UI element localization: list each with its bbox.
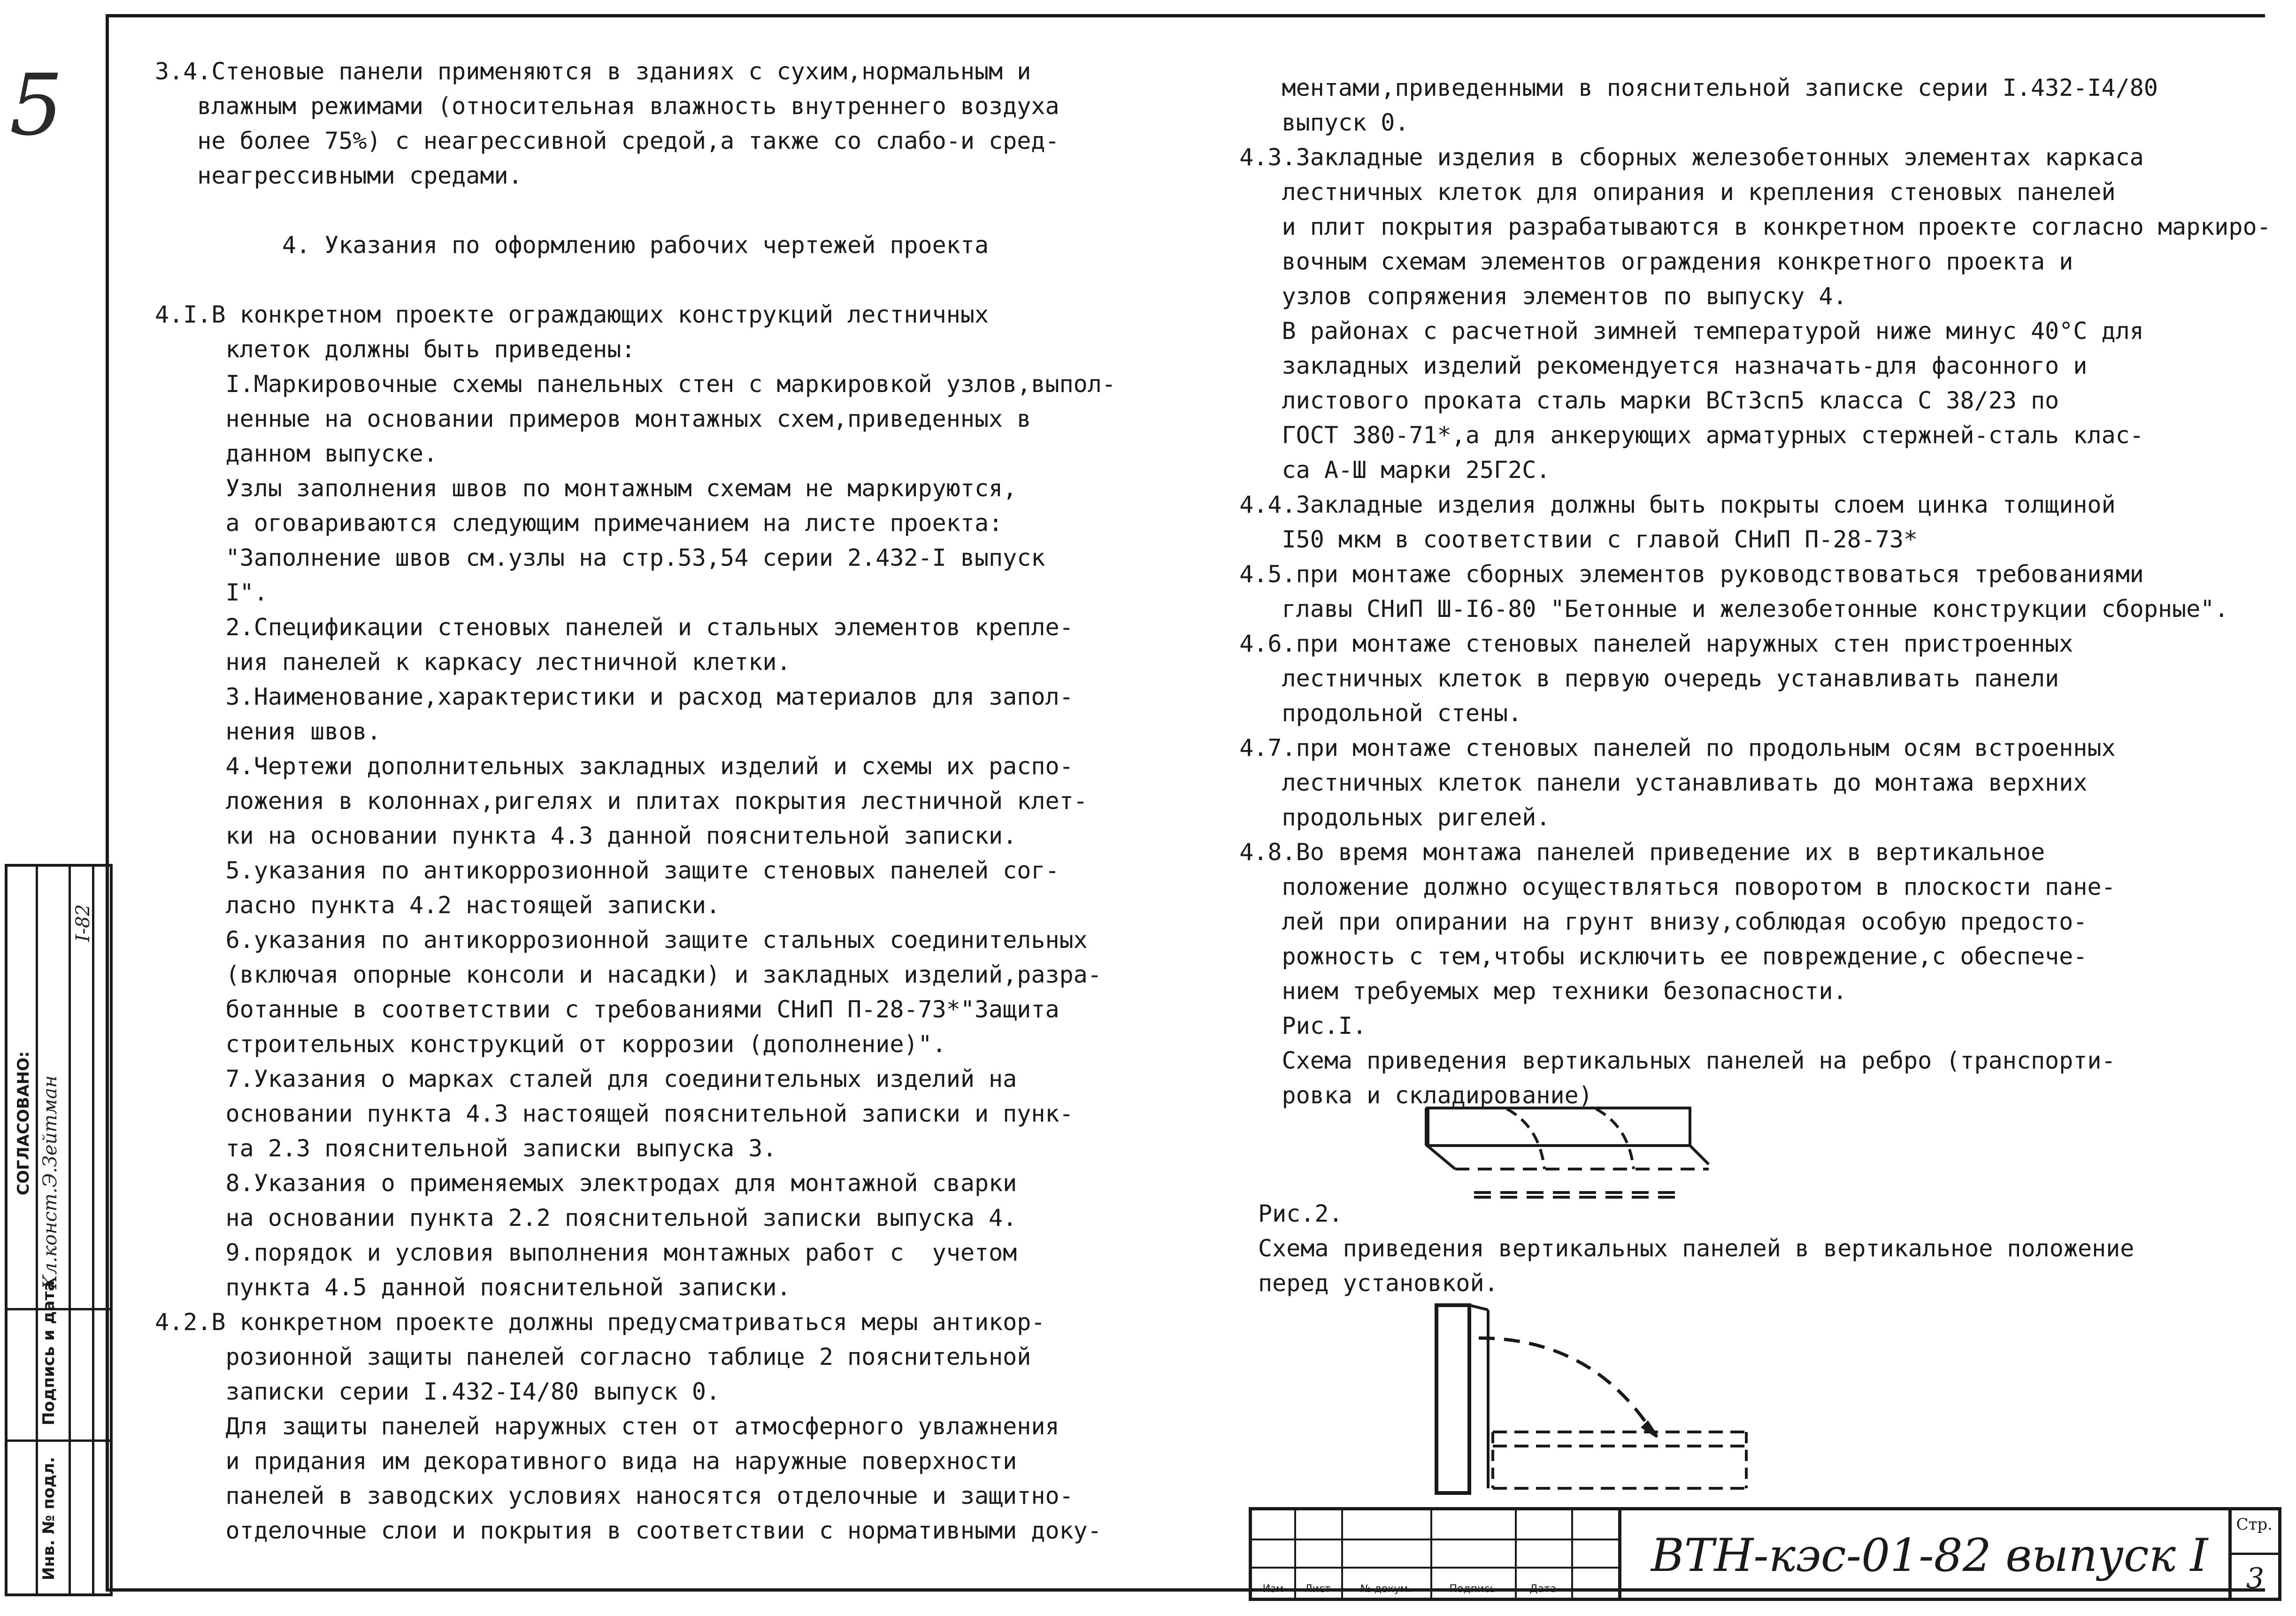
text-line: не более 75%) с неагрессивной средой,а также со слабо-и сред- bbox=[155, 127, 1060, 154]
figure-1-panel-on-edge bbox=[1418, 1099, 1718, 1211]
text-line: В районах с расчетной зимней температурой ниже минус 40°С для bbox=[1211, 317, 2144, 345]
text-line: записки серии I.432-I4/80 выпуск 0. bbox=[155, 1378, 721, 1405]
text-line: ки на основании пункта 4.3 данной пояснительной записки. bbox=[155, 822, 1017, 849]
text-line: 9.порядок и условия выполнения монтажных работ с учетом bbox=[155, 1239, 1017, 1266]
text-line: са А-Ш марки 25Г2С. bbox=[1211, 456, 1551, 484]
text-line: 4.2.В конкретном проекте должны предусматриваться меры антикор- bbox=[155, 1308, 1045, 1336]
text-line: ненные на основании примеров монтажных схем,приведенных в bbox=[155, 405, 1031, 432]
text-line: лестничных клеток для опирания и крепления стеновых панелей bbox=[1211, 178, 2116, 206]
text-line: и плит покрытия разрабатываются в конкретном проекте согласно маркиро- bbox=[1211, 213, 2271, 240]
stamp-sign-date-label: Подпись и дата bbox=[39, 1280, 58, 1425]
text-line: лестничных клеток в первую очередь устанавливать панели bbox=[1211, 665, 2059, 692]
text-line: лей при опирании на грунт внизу,соблюдая особую предосто- bbox=[1211, 908, 2088, 935]
col-sign-label: Подпись bbox=[1449, 1583, 1496, 1595]
text-line: лестничных клеток панели устанавливать до монтажа верхних bbox=[1211, 769, 2088, 796]
text-line: листового проката сталь марки ВСт3сп5 класса С 38/23 по bbox=[1211, 387, 2059, 414]
stamp-inv-no-label: Инв. № подл. bbox=[39, 1456, 58, 1580]
text-line: I.Маркировочные схемы панельных стен с маркировкой узлов,выпол- bbox=[155, 370, 1116, 398]
vertical-panel bbox=[1436, 1305, 1469, 1493]
figure-2-panel-rotation bbox=[1422, 1296, 1760, 1502]
text-line: ложения в колоннах,ригелях и плитах покрытия лестничной клет- bbox=[155, 787, 1088, 815]
text-line: 4.5.при монтаже сборных элементов руководствоваться требованиями bbox=[1211, 561, 2144, 588]
page-number: 3 bbox=[2246, 1562, 2264, 1595]
text-line: розионной защиты панелей согласно таблице 2 пояснительной bbox=[155, 1343, 1031, 1370]
text-line: влажным режимами (относительная влажность внутреннего воздуха bbox=[155, 92, 1060, 120]
text-line: выпуск 0. bbox=[1211, 109, 1409, 136]
text-line: отделочные слои и покрытия в соответствии с нормативными доку- bbox=[155, 1517, 1102, 1544]
title-block bbox=[1249, 1507, 2281, 1601]
text-line: ния панелей к каркасу лестничной клетки. bbox=[155, 648, 791, 676]
text-line: данном выпуске. bbox=[155, 440, 438, 467]
text-line: 4.Чертежи дополнительных закладных изделий и схемы их распо- bbox=[155, 753, 1074, 780]
text-line: ровка и складирование) bbox=[1211, 1082, 1593, 1109]
text-line: закладных изделий рекомендуется назначать-для фасонного и bbox=[1211, 352, 2088, 379]
col-list-label: Лист bbox=[1305, 1583, 1331, 1595]
document-code: ВТН-кэс-01-82 выпуск I bbox=[1651, 1529, 2208, 1582]
stamp-agreed-signature: Кл.конст.Э.Зейтман bbox=[39, 1075, 61, 1289]
right-text-column bbox=[1211, 70, 2272, 1113]
side-approval-stamp bbox=[5, 864, 113, 1596]
text-line: ментами,приведенными в пояснительной записке серии I.432-I4/80 bbox=[1211, 74, 2158, 101]
text-line: Рис.I. bbox=[1211, 1012, 1367, 1039]
text-line: "Заполнение швов см.узлы на стр.53,54 серии 2.432-I выпуск bbox=[155, 544, 1045, 571]
text-line: (включая опорные консоли и насадки) и закладных изделий,разра- bbox=[155, 961, 1102, 988]
text-line: ботанные в соответствии с требованиями СНиП П-28-73*"Защита bbox=[155, 996, 1060, 1023]
col-doc-label: № докум. bbox=[1360, 1583, 1412, 1595]
text-line: главы СНиП Ш-I6-80 "Бетонные и железобетонные конструкции сборные". bbox=[1211, 595, 2229, 623]
text-line: 3.Наименование,характеристики и расход материалов для запол- bbox=[155, 683, 1074, 710]
text-line: 4.4.Закладные изделия должны быть покрыты слоем цинка толщиной bbox=[1211, 491, 2116, 518]
text-line: строительных конструкций от коррозии (дополнение)". bbox=[155, 1031, 946, 1058]
figure-2-caption: Рис.2. bbox=[1258, 1200, 1343, 1227]
text-line: 2.Спецификации стеновых панелей и стальных элементов крепле- bbox=[155, 614, 1074, 641]
text-line: пункта 4.5 данной пояснительной записки. bbox=[155, 1274, 791, 1301]
text-line: основании пункта 4.3 настоящей пояснительной записки и пунк- bbox=[155, 1100, 1074, 1127]
text-line: а оговариваются следующим примечанием на листе проекта: bbox=[155, 509, 1003, 537]
text-line: нием требуемых мер техники безопасности. bbox=[1211, 977, 1847, 1005]
text-line: та 2.3 пояснительной записки выпуска 3. bbox=[155, 1135, 777, 1162]
text-line: 4.6.при монтаже стеновых панелей наружных стен пристроенных bbox=[1211, 630, 2073, 657]
text-line: рожность с тем,чтобы исключить ее повреждение,с обеспече- bbox=[1211, 943, 2088, 970]
text-line: 4.8.Во время монтажа панелей приведение их в вертикальное bbox=[1211, 839, 2045, 866]
text-line: ласно пункта 4.2 настоящей записки. bbox=[155, 892, 721, 919]
text-line: 4.I.В конкретном проекте ограждающих конструкций лестничных bbox=[155, 301, 989, 328]
text-line: 4.3.Закладные изделия в сборных железобетонных элементах каркаса bbox=[1211, 144, 2144, 171]
text-line: ГОСТ 380-71*,а для анкерующих арматурных стержней-сталь клас- bbox=[1211, 422, 2144, 449]
text-line bbox=[155, 262, 1113, 297]
text-line: на основании пункта 2.2 пояснительной записки выпуска 4. bbox=[155, 1204, 1017, 1231]
text-line: 4. Указания по оформлению рабочих чертежей проекта bbox=[155, 231, 989, 259]
text-line: I". bbox=[155, 579, 268, 606]
revision-grid bbox=[1252, 1510, 1618, 1598]
col-date-label: Дата bbox=[1529, 1583, 1557, 1595]
text-line bbox=[155, 193, 1113, 228]
text-line: 4.7.при монтаже стеновых панелей по продольным осям встроенных bbox=[1211, 734, 2116, 762]
figure-2-caption-block bbox=[1258, 1196, 2244, 1300]
text-line: нения швов. bbox=[155, 718, 381, 745]
left-text-column bbox=[155, 54, 1116, 1548]
figure-2-text-1: Схема приведения вертикальных панелей в вертикальное положение bbox=[1258, 1235, 2135, 1262]
stamp-agreed-label: СОГЛАСОВАНО: bbox=[14, 1051, 33, 1195]
text-line: I50 мкм в соответствии с главой СНиП П-28-73* bbox=[1211, 526, 1918, 553]
text-line: узлов сопряжения элементов по выпуску 4. bbox=[1211, 283, 1847, 310]
text-line: продольных ригелей. bbox=[1211, 804, 1551, 831]
page-label: Стр. bbox=[2236, 1515, 2273, 1534]
col-izm-label: Изм bbox=[1262, 1583, 1284, 1595]
text-line: Для защиты панелей наружных стен от атмосферного увлажнения bbox=[155, 1413, 1060, 1440]
text-line: 6.указания по антикоррозионной защите стальных соединительных bbox=[155, 926, 1088, 954]
text-line: 8.Указания о применяемых электродах для монтажной сварки bbox=[155, 1170, 1017, 1197]
text-line: панелей в заводских условиях наносятся отделочные и защитно- bbox=[155, 1482, 1074, 1509]
margin-page-mark: 5 bbox=[9, 56, 63, 154]
text-line: вочным схемам элементов ограждения конкретного проекта и bbox=[1211, 248, 2073, 275]
text-line: 7.Указания о марках сталей для соединительных изделий на bbox=[155, 1065, 1017, 1093]
panel-body bbox=[1427, 1108, 1690, 1146]
text-line: положение должно осуществляться поворотом в плоскости пане- bbox=[1211, 873, 2116, 900]
text-line: продольной стены. bbox=[1211, 700, 1522, 727]
text-line: Схема приведения вертикальных панелей на ребро (транспорти- bbox=[1211, 1047, 2116, 1074]
text-line: 5.указания по антикоррозионной защите стеновых панелей сог- bbox=[155, 857, 1060, 884]
text-line: клеток должны быть приведены: bbox=[155, 336, 636, 363]
figure-2-text-2: перед установкой. bbox=[1258, 1270, 1498, 1297]
stamp-agreed-date: I-82 bbox=[72, 904, 94, 942]
text-line: неагрессивными средами. bbox=[155, 162, 522, 189]
text-line: Узлы заполнения швов по монтажным схемам не маркируются, bbox=[155, 475, 1017, 502]
text-line: и придания им декоративного вида на наружные поверхности bbox=[155, 1447, 1017, 1475]
text-line: 3.4.Стеновые панели применяются в зданиях с сухим,нормальным и bbox=[155, 58, 1031, 85]
